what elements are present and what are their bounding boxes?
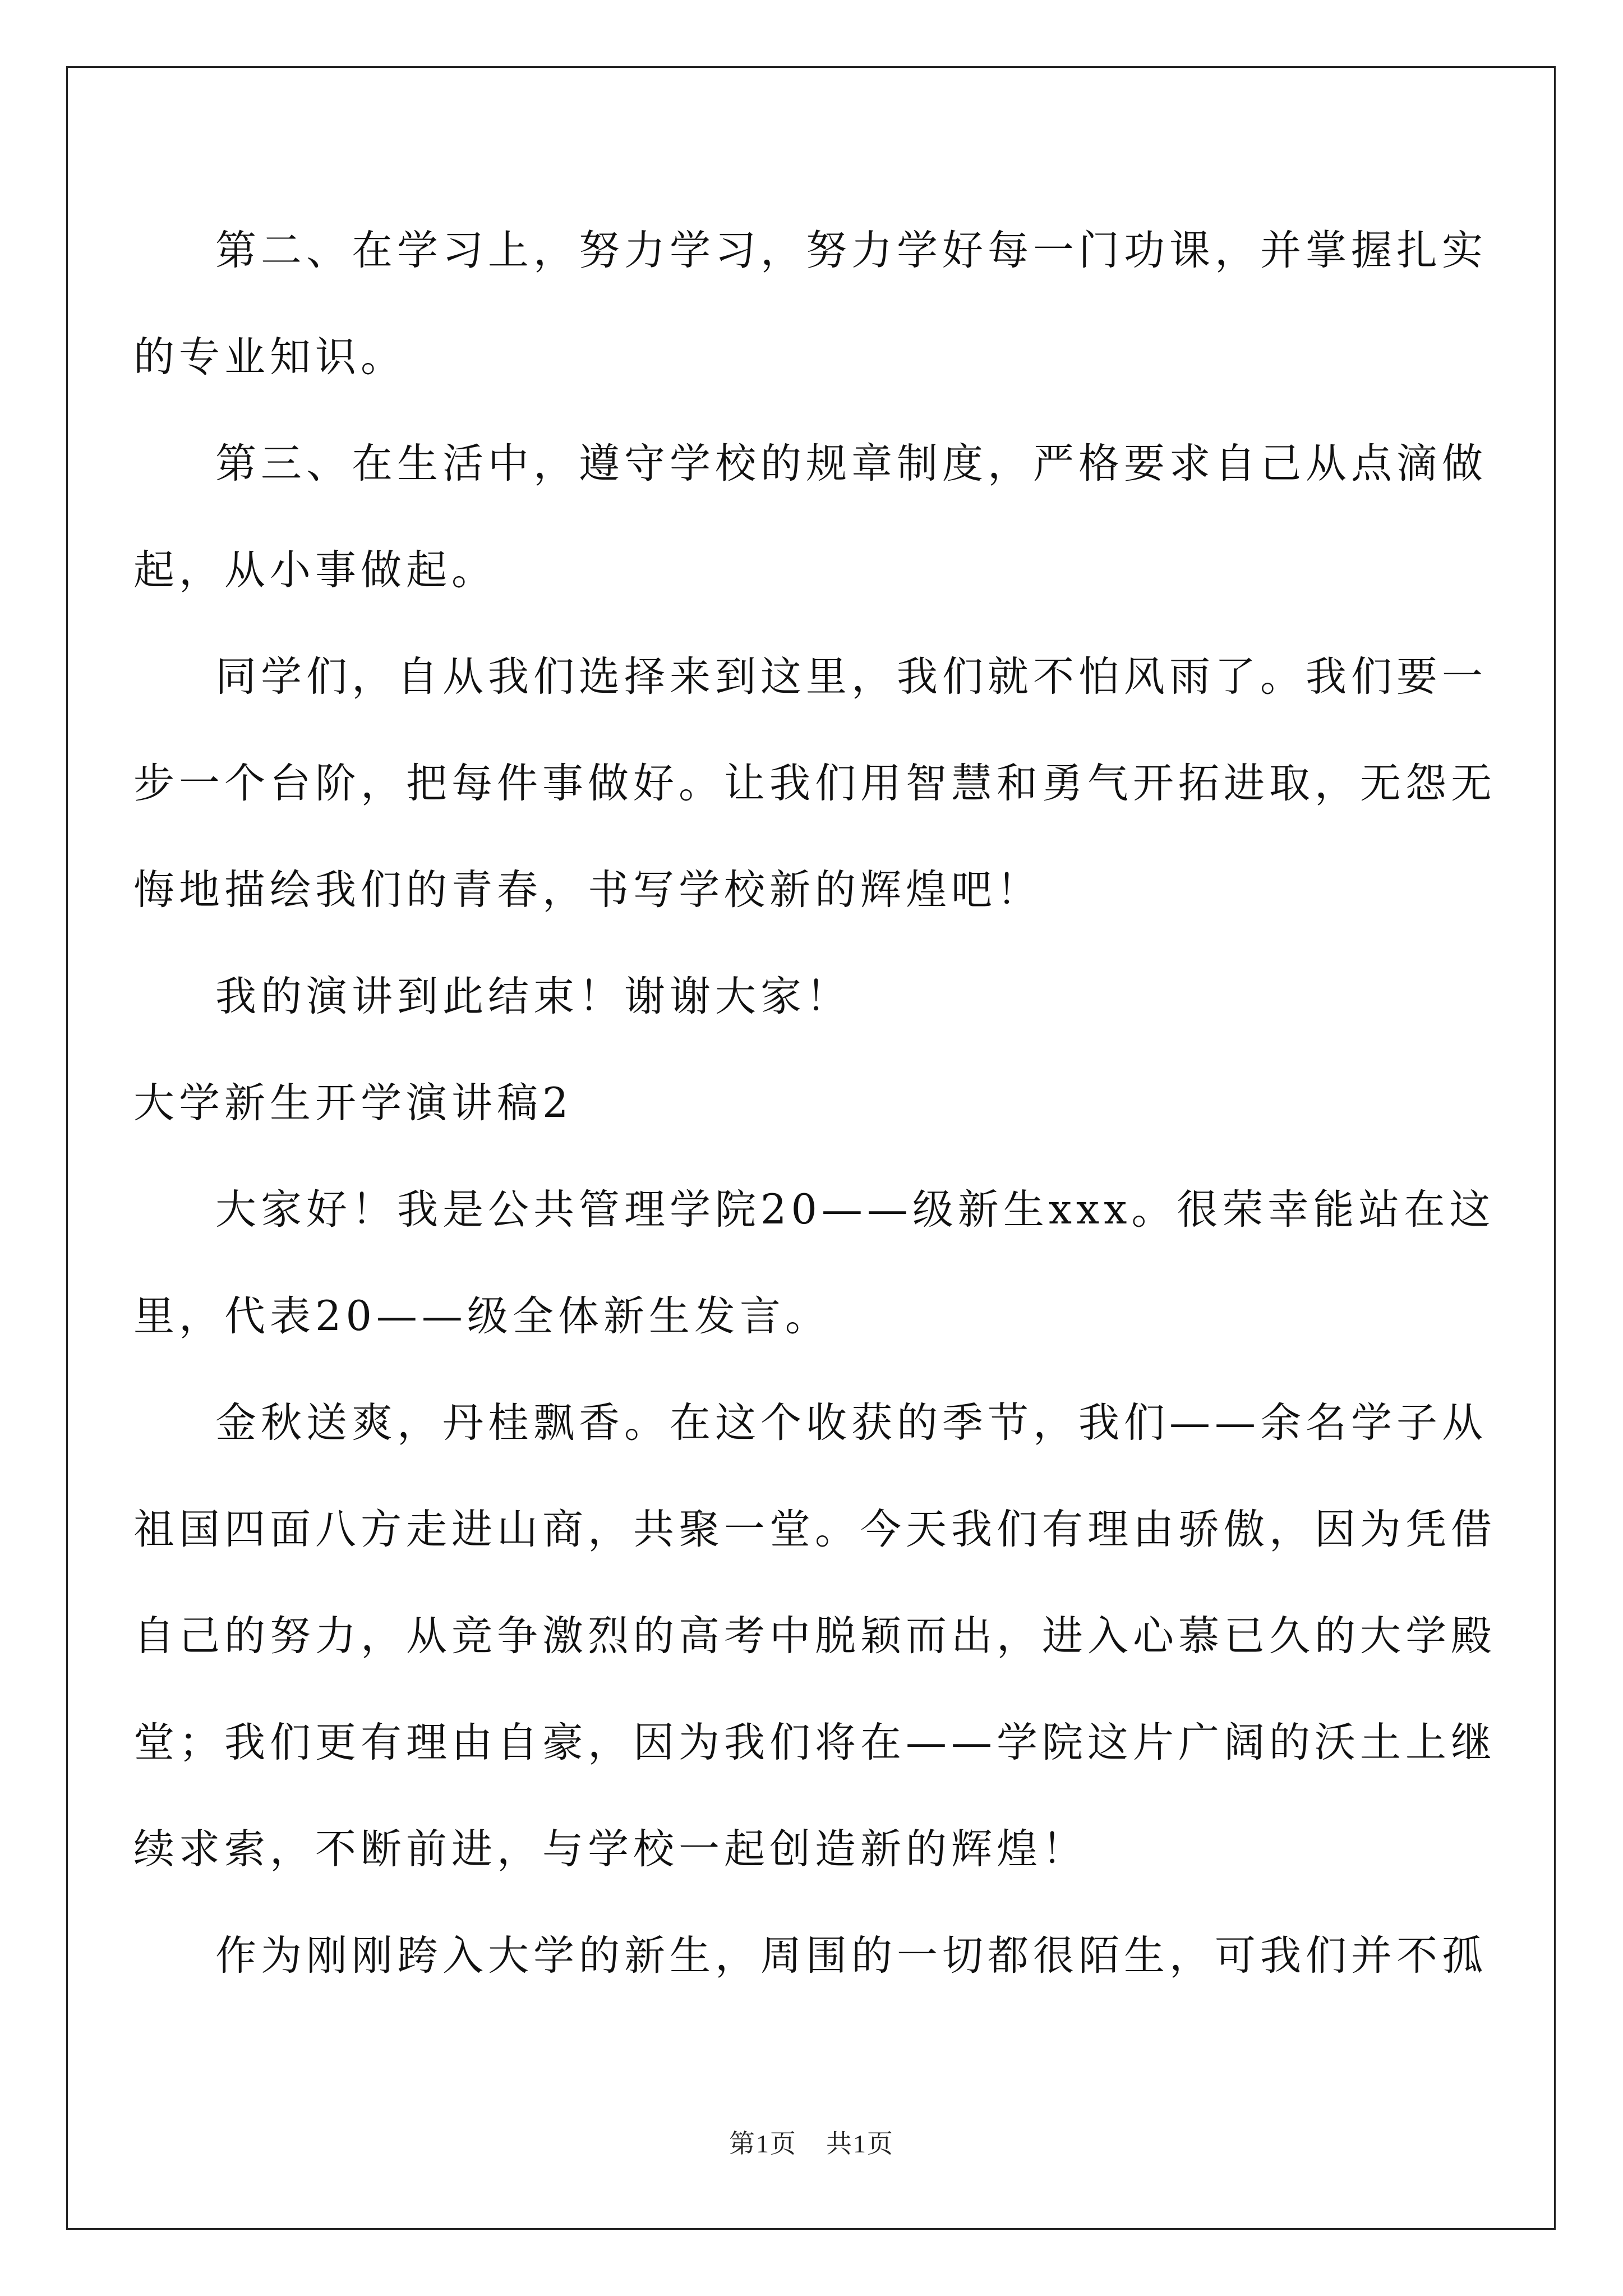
paragraph-line: 第二、在学习上，努力学习，努力学好每一门功课，并掌握扎实 <box>215 227 1487 274</box>
page-total: 共1页 <box>826 2129 894 2158</box>
paragraph-line: 步一个台阶，把每件事做好。让我们用智慧和勇气开拓进取，无怨无 <box>133 760 1496 807</box>
paragraph-line: 金秋送爽，丹桂飘香。在这个收获的季节，我们——余名学子从 <box>215 1399 1487 1447</box>
page-footer <box>0 2123 1623 2160</box>
paragraph-line: 悔地描绘我们的青春，书写学校新的辉煌吧！ <box>133 866 1042 914</box>
page-frame <box>66 66 1556 2230</box>
paragraph-line: 续求索，不断前进，与学校一起创造新的辉煌！ <box>133 1825 1087 1873</box>
paragraph-line: 第三、在生活中，遵守学校的规章制度，严格要求自己从点滴做 <box>215 440 1487 487</box>
paragraph-line: 的专业知识。 <box>133 333 406 381</box>
page-number: 第1页 <box>729 2129 797 2158</box>
paragraph-line: 起，从小事做起。 <box>133 546 497 594</box>
paragraph-line: 堂；我们更有理由自豪，因为我们将在——学院这片广阔的沃土上继 <box>133 1719 1496 1766</box>
paragraph-line: 大家好！我是公共管理学院20——级新生xxx。很荣幸能站在这 <box>215 1186 1495 1234</box>
paragraph-line: 里，代表20——级全体新生发言。 <box>133 1292 831 1340</box>
paragraph-line: 自己的努力，从竞争激烈的高考中脱颖而出，进入心慕已久的大学殿 <box>133 1612 1496 1660</box>
paragraph-line: 作为刚刚跨入大学的新生，周围的一切都很陌生，可我们并不孤 <box>215 1932 1487 1980</box>
paragraph-line: 祖国四面八方走进山商，共聚一堂。今天我们有理由骄傲，因为凭借 <box>133 1506 1496 1553</box>
paragraph-line: 我的演讲到此结束！谢谢大家！ <box>215 973 851 1020</box>
paragraph-line: 同学们，自从我们选择来到这里，我们就不怕风雨了。我们要一 <box>215 653 1487 701</box>
section-title: 大学新生开学演讲稿2 <box>133 1079 573 1127</box>
